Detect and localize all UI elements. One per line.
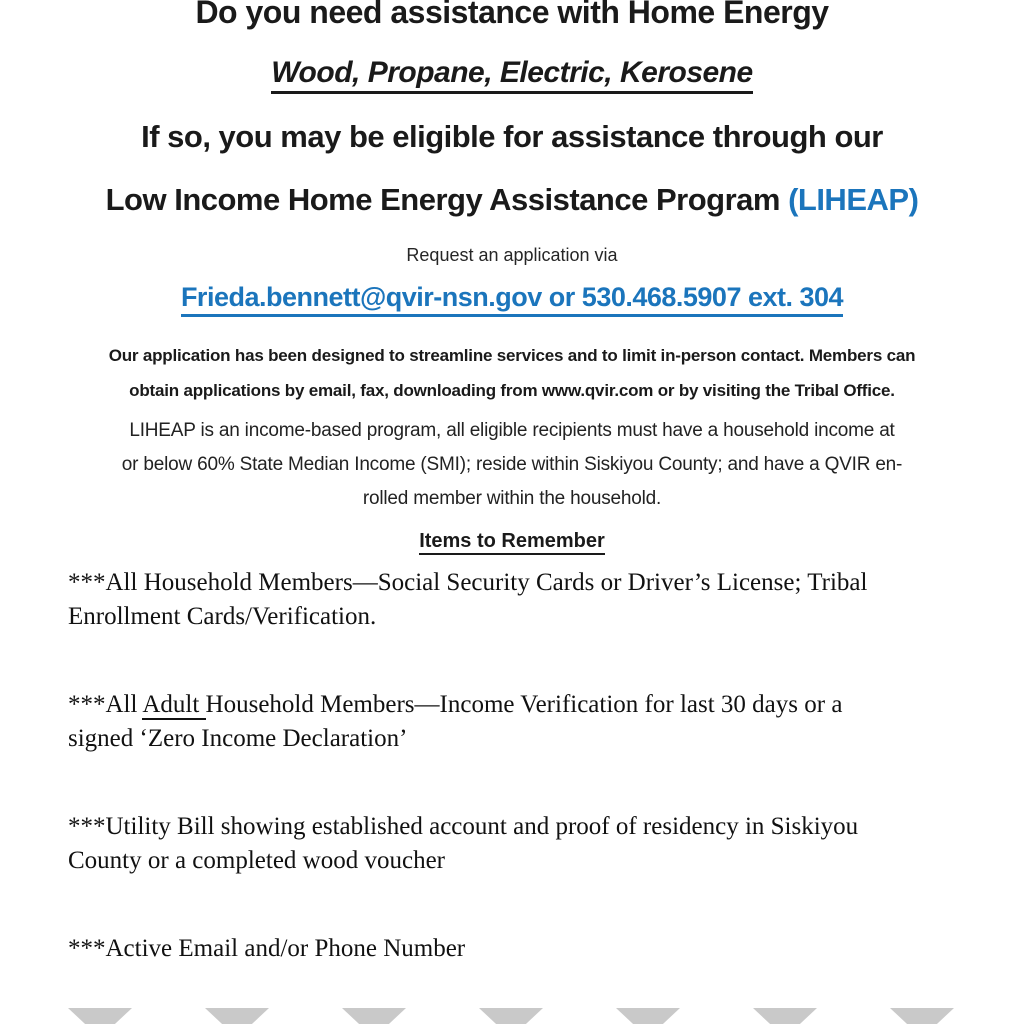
item2-underlined-word: Adult [142, 691, 206, 718]
eligibility-headline: If so, you may be eligible for assistance through our [141, 119, 883, 154]
contact-link[interactable]: Frieda.bennett@qvir-nsn.gov or 530.468.5907 ext. 304 [181, 282, 843, 317]
liheap-acronym: (LIHEAP) [788, 182, 919, 217]
eligibility-line3: rolled member within the household. [362, 488, 662, 509]
contact-line [0, 281, 1024, 314]
fuel-types-text: Wood, Propane, Electric, Kerosene [271, 56, 752, 94]
item2-line2: signed ‘Zero Income Declaration’ [68, 725, 408, 752]
application-info-paragraph [0, 338, 1024, 408]
item2-rest: Household Members—Income Verification for last 30 days or a [205, 691, 843, 718]
triangle-icon [890, 1008, 954, 1024]
program-name: Low Income Home Energy Assistance Program [105, 182, 789, 217]
item3-line1: ***Utility Bill showing established account and proof of residency in Siskiyou [68, 813, 859, 840]
triangle-icon [616, 1008, 680, 1024]
program-name-line [0, 182, 1024, 218]
triangle-icon [753, 1008, 817, 1024]
eligibility-line2: or below 60% State Median Income (SMI); reside within Siskiyou County; and have a QVIR en- [121, 454, 903, 475]
eligibility-line1: LIHEAP is an income-based program, all eligible recipients must have a household income at [129, 420, 895, 441]
checklist-item-household-members [68, 566, 959, 634]
checklist-item-utility-bill [68, 810, 959, 878]
request-application-label: Request an application via [406, 245, 618, 265]
item2-prefix: ***All [68, 691, 143, 718]
item1-line1: ***All Household Members—Social Security Cards or Driver’s License; Tribal [68, 569, 868, 596]
item4-line1: ***Active Email and/or Phone Number [68, 935, 466, 962]
triangle-icon [342, 1008, 406, 1024]
application-info-line2: obtain applications by email, fax, downloading from www.qvir.com or by visiting the Tribal Office. [129, 381, 895, 400]
triangle-icon [68, 1008, 132, 1024]
items-checklist [0, 566, 1024, 966]
triangle-icon [479, 1008, 543, 1024]
application-info-line1: Our application has been designed to streamline services and to limit in-person contact. Members can [108, 346, 916, 365]
fuel-types-subheadline [0, 53, 1024, 93]
item2-line1 [68, 688, 959, 722]
checklist-item-contact-info [68, 932, 959, 966]
items-heading-line [0, 528, 1024, 554]
triangle-border-decoration [68, 1008, 954, 1024]
triangle-icon [205, 1008, 269, 1024]
item1-line2: Enrollment Cards/Verification. [68, 603, 377, 630]
checklist-item-adult-income [68, 688, 959, 756]
headline: Do you need assistance with Home Energy [195, 0, 829, 30]
item3-line2: County or a completed wood voucher [68, 847, 445, 874]
eligibility-paragraph [0, 414, 1024, 516]
items-heading: Items to Remember [419, 530, 605, 555]
